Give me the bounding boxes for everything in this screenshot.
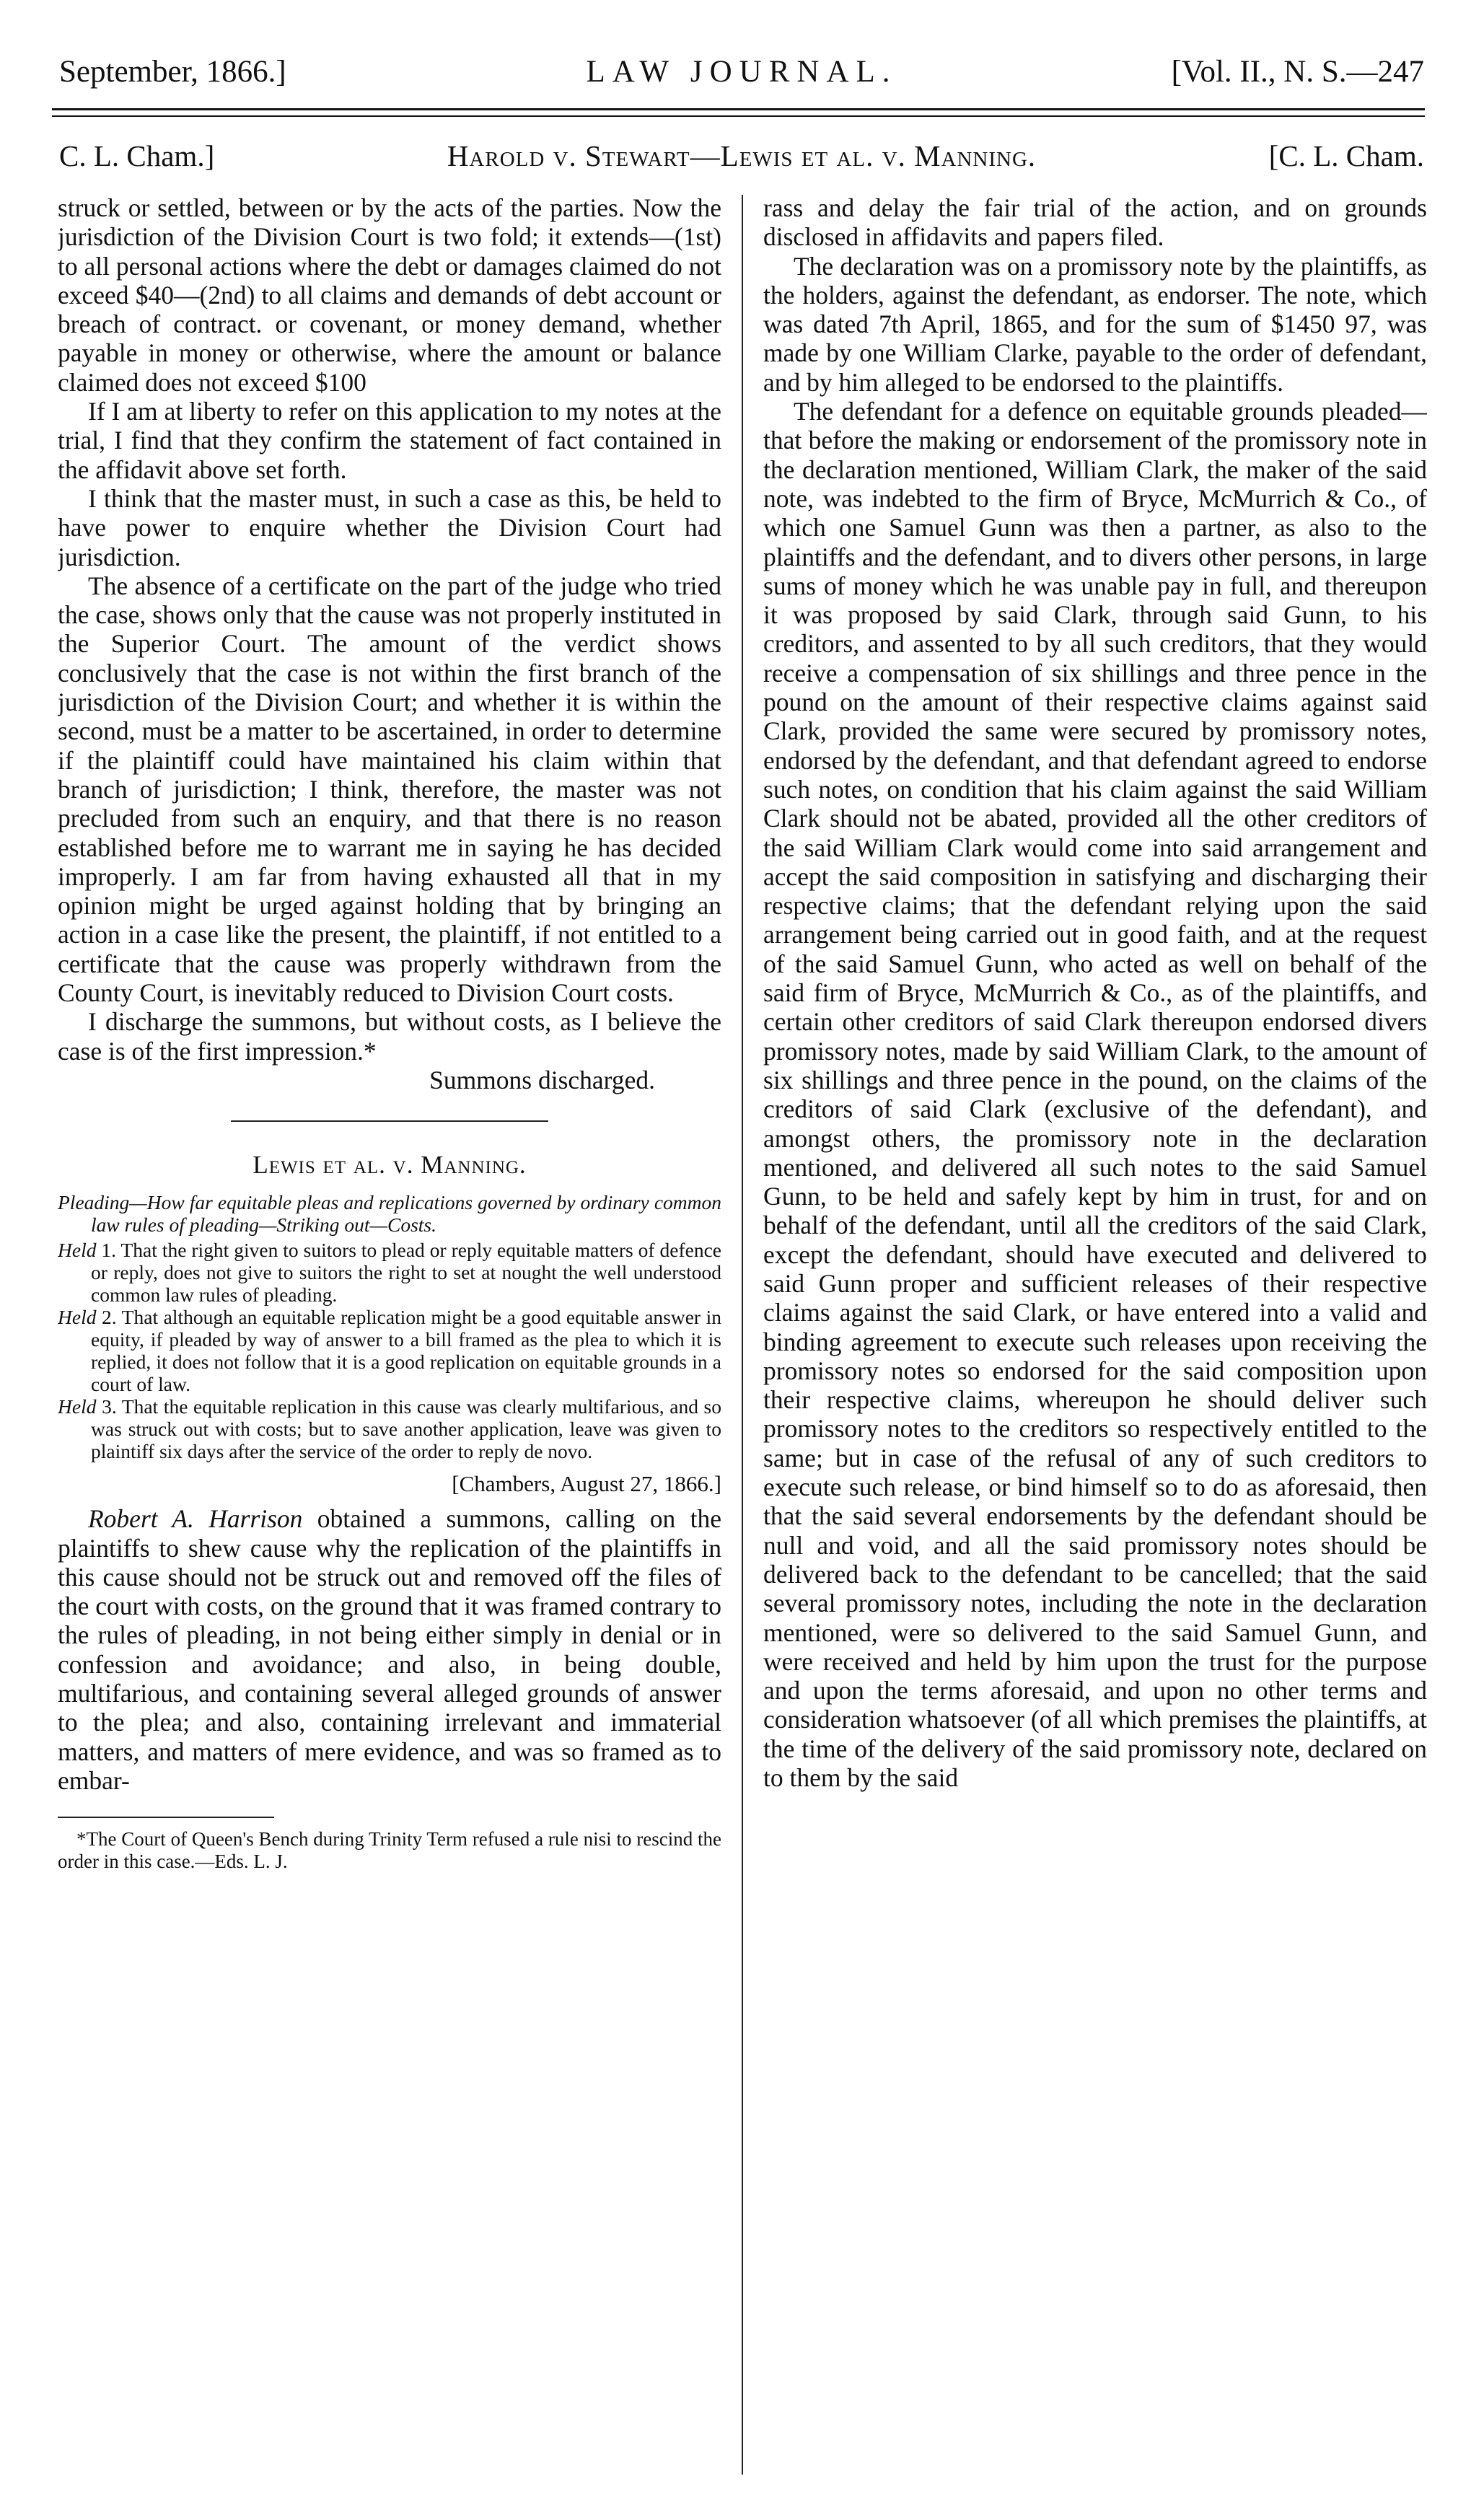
column-divider [742, 195, 743, 2475]
header-rule-top [52, 108, 1425, 110]
footnote-rule [58, 1817, 274, 1818]
paragraph: struck or settled, between or by the acts of the parties. Now the jurisdiction of the Division Court is two fold; it extends—(1st) to all personal actions where the debt or damages claimed do not exceed $40—(2nd) to all claims and demands of debt account or breach of contract. or covenant, or money demand, whether payable in money or otherwise, where the amount or balance claimed does not exceed $100 [58, 193, 721, 397]
held-label: Held [58, 1239, 97, 1262]
headnote: Pleading—How far equitable pleas and replications governed by ordinary common law rules of pleading—Striking out—Costs. [58, 1191, 721, 1237]
opening-text: obtained a summons, calling on the plaintiffs to shew cause why the replication of the plaintiffs in this cause should not be struck out and removed off the files of the court with costs, on the ground that it was framed contrary to the rules of pleading, in not being either simply in denial or in confession and avoidance; and also, in being double, multifarious, and containing several alleged grounds of answer to the plea; and also, containing irrelevant and immaterial matters, and matters of mere evidence, and was so framed as to embar- [58, 1504, 721, 1795]
held-label: Held [58, 1306, 97, 1329]
held-label: Held [58, 1395, 97, 1418]
summons-discharged: Summons discharged. [429, 1065, 655, 1094]
header-rule-bottom [52, 115, 1425, 117]
paragraph: The defendant for a defence on equitable grounds pleaded—that before the making or endorsement of the promissory note in the declaration mentioned, William Clark, the maker of the said note, was indebted to the firm of Bryce, McMurrich & Co., of which one Samuel Gunn was then a partner, as also to the plaintiffs and the defendant, and to divers other persons, in large sums of money which he was unable pay in full, and thereupon it was proposed by said Clark, through said Gunn, to his creditors, and assented to by all such creditors, that they would receive a compensation of six shillings and three pence in the pound on the amount of their respective claims against said Clark, provided the same were secured by promissory notes, endorsed by the defendant, and that defendant agreed to endorse such notes, on condition that his claim against the said William Clark should not be abated, provided all the other creditors of the said William Clark would come into said arrangement and accept the said composition in satisfying and discharging their respective claims; that the defendant relying upon the said arrangement being carried out in good faith, and at the request of the said Samuel Gunn, who acted as well on behalf of the said firm of Bryce, McMurrich & Co., as of the plaintiffs, and certain other creditors of said Clark thereupon endorsed divers promissory notes, made by said William Clark, to the amount of six shillings and three pence in the pound, on the claims of the creditors of said Clark (exclusive of the defendant), and amongst others, the promissory note in the declaration mentioned, and delivered all such notes to the said Samuel Gunn, to be held and safely kept by him in trust, for and on behalf of the defendant, until all the creditors of the said Clark, except the defendant, should have executed and delivered to said Gunn proper and sufficient releases of their respective claims against the said Clark, or have entered into a valid and binding agreement to execute such releases upon receiving the promissory notes so endorsed for the said composition upon their respective claims, whereupon he should deliver such promissory notes to the creditors so respectively entitled to the same; but in case of the refusal of any of such creditors to execute such release, or bind himself so to do as aforesaid, then that the said several endorsements by the defendant should be null and void, and all the said promissory notes should be delivered back to the defendant to be cancelled; that the said several promissory notes, including the note in the declaration mentioned, were so delivered to the said Samuel Gunn, and were received and held by him upon the trust for the purpose and upon the terms aforesaid, and upon no other terms and consideration whatsoever (of all which premises the plaintiffs, at the time of the delivery of the said promissory note, declared on to them by the said [763, 397, 1427, 1793]
chambers-date: [Chambers, August 27, 1866.] [452, 1471, 721, 1497]
case-header [59, 133, 1424, 181]
section-separator [231, 1120, 548, 1122]
journal-title: LAW JOURNAL. [586, 55, 897, 89]
held-item [58, 1306, 721, 1395]
paragraph: rass and delay the fair trial of the action, and on grounds disclosed in affidavits and papers filed. [763, 193, 1427, 252]
held-text: 2. That although an equitable replication might be a good equitable answer in equity, if pleaded by way of answer to a bill framed as the plea to which it is replied, it does not follow that it is a good replication on equitable grounds in a court of law. [91, 1306, 721, 1396]
paragraph: The absence of a certificate on the part of the judge who tried the case, shows only that the cause was not properly instituted in the Superior Court. The amount of the verdict shows conclusively that the case is not within the first branch of the jurisdiction of the Division Court; and whether it is within the second, must be a matter to be ascertained, in order to determine if the plaintiff could have maintained his claim within that branch of jurisdiction; I think, therefore, the master was not precluded from such an enquiry, and that there is no reason established before me to warrant me in saying he has decided improperly. I am far from having exhausted all that in my opinion might be urged against holding that by bringing an action in a case like the present, the plaintiff, if not entitled to a certificate that the cause was properly withdrawn from the County Court, is inevitably reduced to Division Court costs. [58, 571, 721, 1008]
opening-paragraph [58, 1504, 721, 1795]
footnote: *The Court of Queen's Bench during Trinity Term refused a rule nisi to rescind the order in this case.—Eds. L. J. [58, 1828, 721, 1873]
header-date: September, 1866.] [59, 55, 286, 89]
volume-page-number: [Vol. II., N. S.—247 [1171, 55, 1424, 89]
held-text: 1. That the right given to suitors to plead or reply equitable matters of defence or reply, does not give to suitors the right to set at nought the well understood common law rules of pleading. [91, 1239, 721, 1307]
left-column [58, 193, 721, 2488]
case-title: Lewis et al. v. Manning. [253, 1151, 527, 1180]
held-item [58, 1395, 721, 1462]
right-column [763, 193, 1427, 2488]
paragraph: I discharge the summons, but without costs, as I believe the case is of the first impression.* [58, 1007, 721, 1066]
held-item [58, 1239, 721, 1306]
counsel-name: Robert A. Harrison [88, 1504, 303, 1534]
paragraph: If I am at liberty to refer on this application to my notes at the trial, I find that they confirm the statement of fact contained in the affidavit above set forth. [58, 397, 721, 484]
court-label-left: C. L. Cham.] [59, 139, 215, 172]
paragraph: I think that the master must, in such a case as this, be held to have power to enquire whether the Division Court had jurisdiction. [58, 483, 721, 571]
running-header [59, 49, 1424, 98]
paragraph: The declaration was on a promissory note by the plaintiffs, as the holders, against the defendant, as endorser. The note, which was dated 7th April, 1865, and for the sum of $1450 97, was made by one William Clarke, payable to the order of defendant, and by him alleged to be endorsed to the plaintiffs. [763, 251, 1427, 397]
case-names: Harold v. Stewart—Lewis et al. v. Manning. [447, 139, 1037, 172]
court-label-right: [C. L. Cham. [1268, 139, 1424, 172]
held-text: 3. That the equitable replication in this cause was clearly multifarious, and so was struck out with costs; but to save another application, leave was given to plaintiff six days after the service of the order to reply de novo. [91, 1395, 721, 1463]
